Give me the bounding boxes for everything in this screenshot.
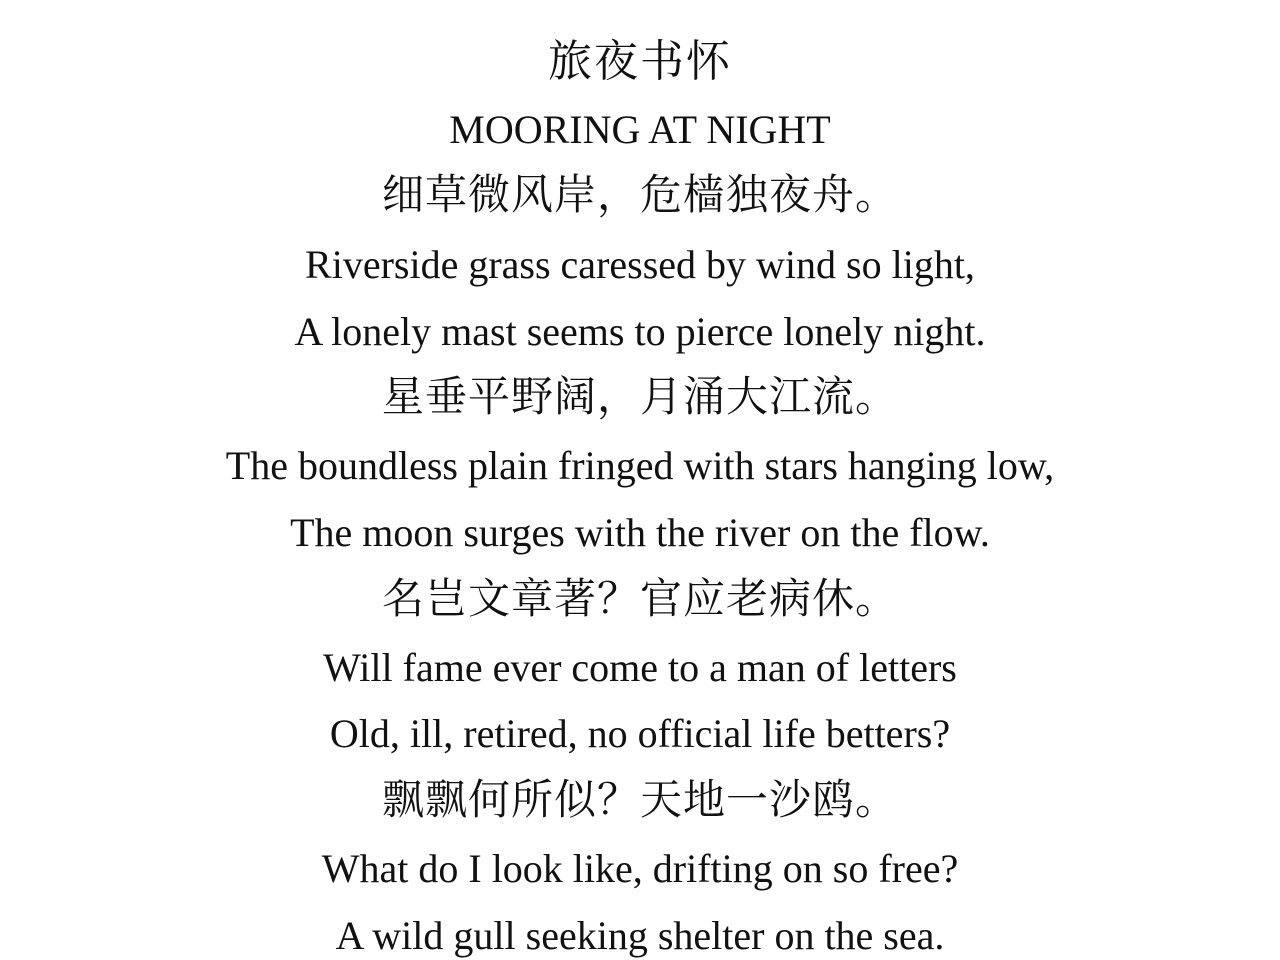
poem-title-english: MOORING AT NIGHT [449,107,831,152]
stanza-2-english-line-2: The moon surges with the river on the flow. [290,510,990,555]
stanza-4-chinese: 飘飘何所似？天地一沙鸥。 [382,775,899,824]
stanza-4-english-line-2: A wild gull seeking shelter on the sea. [335,913,945,958]
stanza-2-chinese: 星垂平野阔，月涌大江流。 [382,372,899,421]
stanza-1-chinese: 细草微风岸，危樯独夜舟。 [382,170,899,219]
stanza-2-english-line-1: The boundless plain fringed with stars hanging low, [225,443,1055,488]
stanza-1-english-line-2: A lonely mast seems to pierce lonely night. [294,309,986,354]
stanza-4-english-line-1: What do I look like, drifting on so free? [321,846,959,891]
stanza-3-english-line-2: Old, ill, retired, no official life betters? [329,711,951,756]
stanza-3-english-line-1: Will fame ever come to a man of letters [323,645,957,690]
stanza-1-english-line-1: Riverside grass caressed by wind so light, [305,242,975,287]
poem-title-chinese: 旅夜书怀 [548,36,732,87]
stanza-3-chinese: 名岂文章著？官应老病休。 [382,574,899,623]
